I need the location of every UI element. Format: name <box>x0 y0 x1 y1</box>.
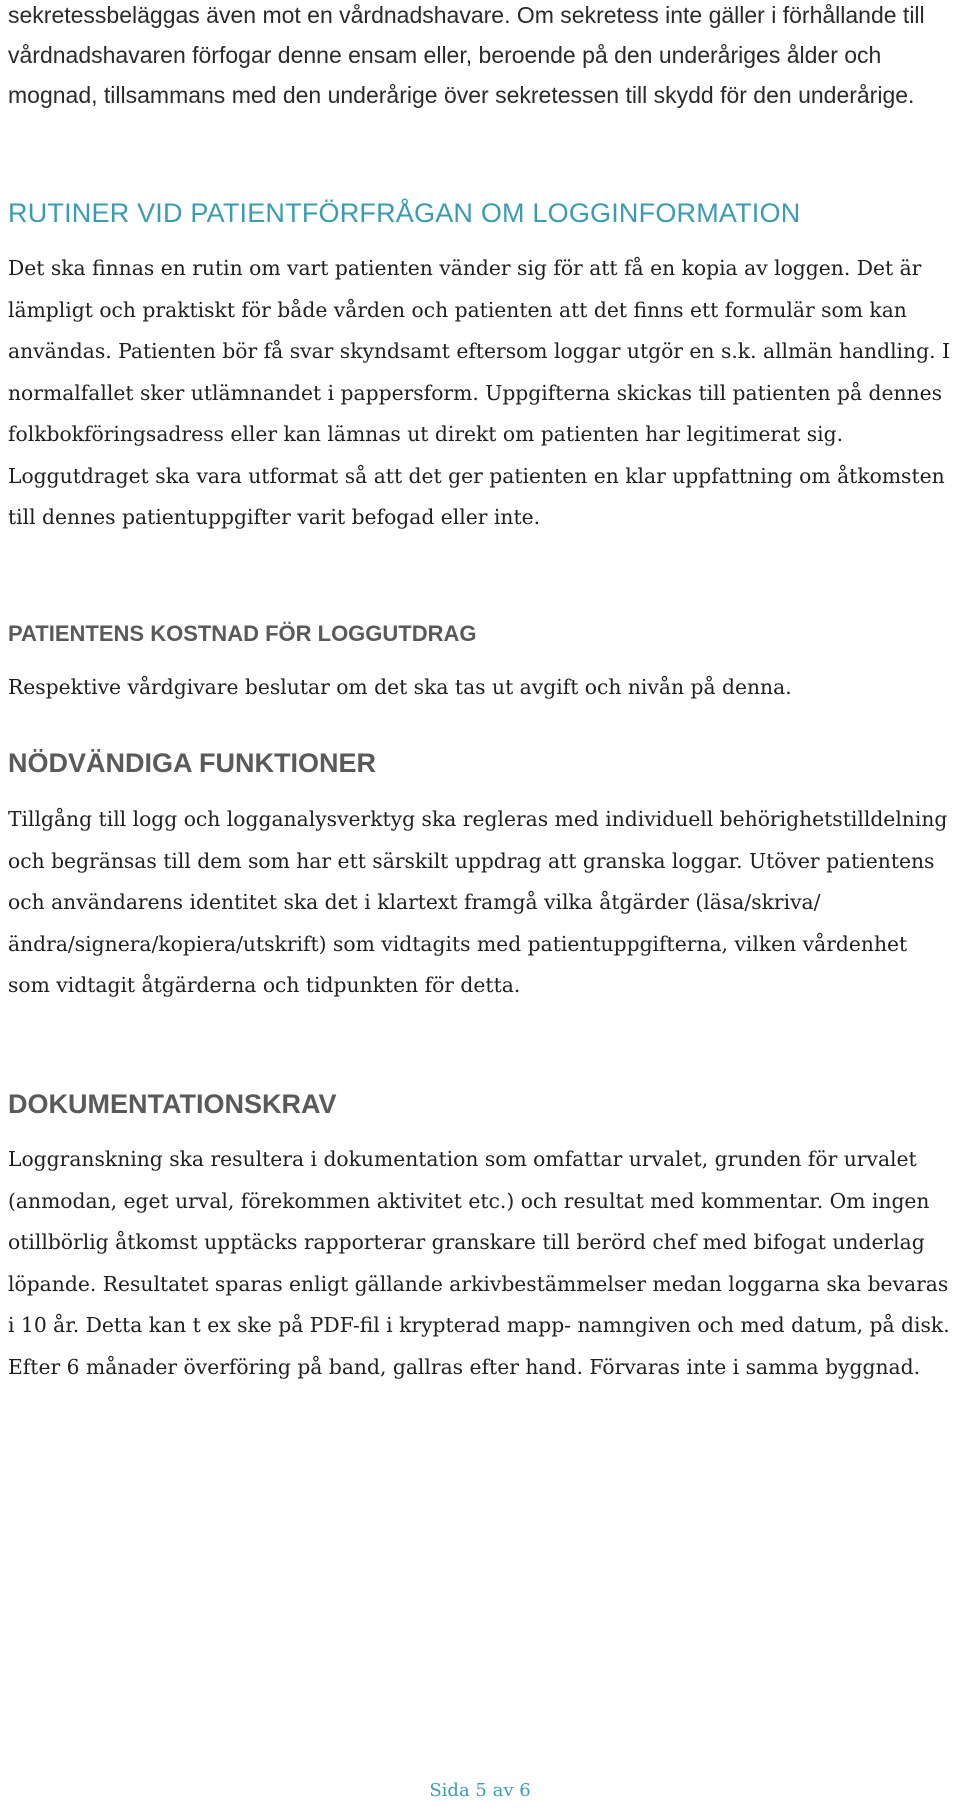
heading-funktioner: NÖDVÄNDIGA FUNKTIONER <box>8 748 376 778</box>
paragraph-funktioner: Tillgång till logg och logganalysverktyg ska regleras med individuell behörighetstilldelning och begränsas till dem som har ett särskilt uppdrag att granska loggar. Utöver patientens och användarens identitet ska det i klartext framgå vilka åtgärder (läsa/skriva/ändra/signera/kopiera/utskrift) som vidtagits med patientuppgifterna, vilken vårdenhet som vidtagit åtgärderna och tidpunkten för detta. <box>8 807 948 997</box>
paragraph-rutiner: Det ska finnas en rutin om vart patienten vänder sig för att få en kopia av loggen. Det är lämpligt och praktiskt för både vården och patienten att det finns ett formulär som kan användas. Patienten bör få svar skyndsamt eftersom loggar utgör en s.k. allmän handling. I normalfallet sker utlämnandet i pappersform. Uppgifterna skickas till patienten på dennes folkbokföringsadress eller kan lämnas ut direkt om patienten har legitimerat sig. Loggutdraget ska vara utformat så att det ger patienten en klar uppfattning om åtkomsten till dennes patientuppgifter varit befogad eller inte. <box>8 256 950 529</box>
heading-kostnad: PATIENTENS KOSTNAD FÖR LOGGUTDRAG <box>8 621 477 646</box>
paragraph-kostnad: Respektive vårdgivare beslutar om det ska tas ut avgift och nivån på denna. <box>8 675 792 699</box>
page-number: Sida 5 av 6 <box>429 1780 531 1801</box>
intro-paragraph: sekretessbeläggas även mot en vårdnadshavare. Om sekretess inte gäller i förhållande till vårdnadshavaren förfogar denne ensam eller, beroende på den underåriges ålder och mognad, tillsammans med den underårige över sekretessen till skydd för den underårige. <box>8 2 925 108</box>
paragraph-dokumentation: Loggranskning ska resultera i dokumentation som omfattar urvalet, grunden för urvalet (anmodan, eget urval, förekommen aktivitet etc.) och resultat med kommentar. Om ingen otillbörlig åtkomst upptäcks rapporterar granskare till berörd chef med bifogat underlag löpande. Resultatet sparas enligt gällande arkivbestämmelser medan loggarna ska bevaras i 10 år. Detta kan t ex ske på PDF-fil i krypterad mapp- namngiven och med datum, på disk. Efter 6 månader överföring på band, gallras efter hand. Förvaras inte i samma byggnad. <box>8 1147 950 1379</box>
heading-dokumentation: DOKUMENTATIONSKRAV <box>8 1089 337 1119</box>
heading-rutiner: RUTINER VID PATIENTFÖRFRÅGAN OM LOGGINFORMATION <box>8 198 801 228</box>
